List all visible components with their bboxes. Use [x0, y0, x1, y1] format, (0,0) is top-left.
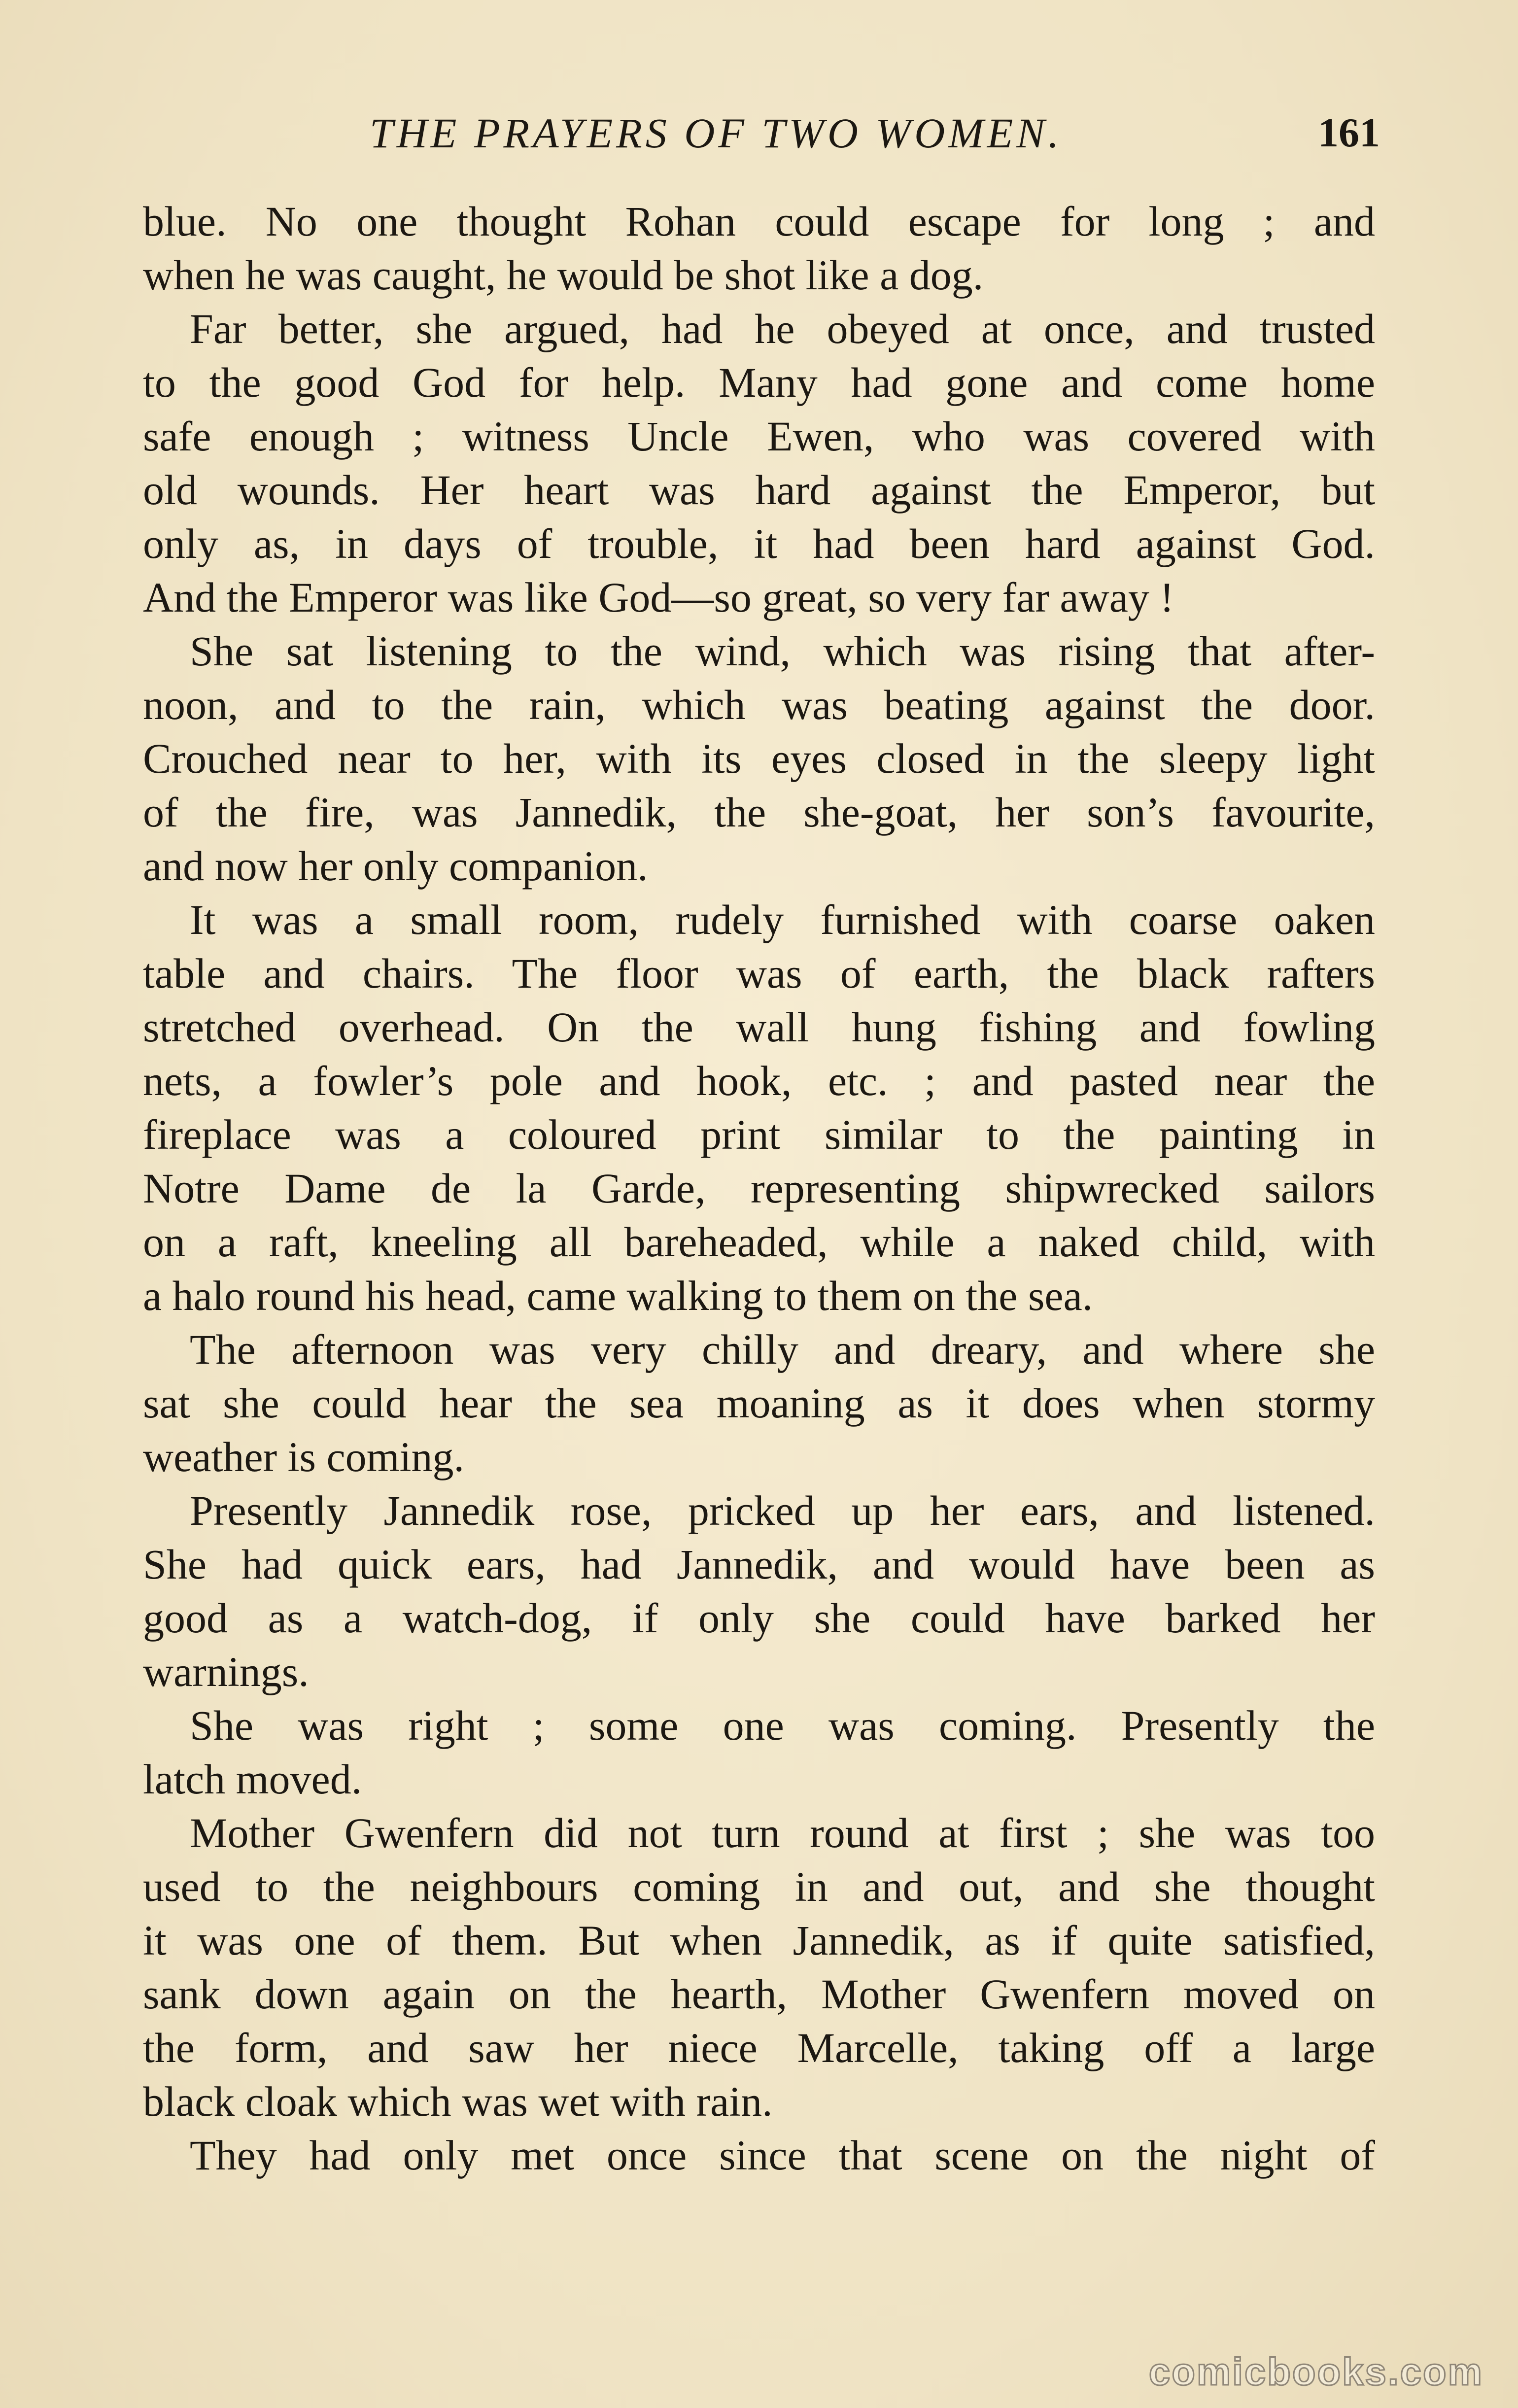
text-line: black cloak which was wet with rain.	[143, 2078, 773, 2125]
text-line: the form, and saw her niece Marcelle, taking off a large	[143, 2024, 1375, 2071]
text-line: safe enough ; witness Uncle Ewen, who was covered with	[143, 413, 1375, 460]
text-line: of the fire, was Jannedik, the she-goat, her son’s favourite,	[143, 789, 1375, 836]
text-line: latch moved.	[143, 1755, 362, 1803]
text-line: warnings.	[143, 1648, 309, 1695]
page-number: 161	[1318, 110, 1380, 156]
text-line: used to the neighbours coming in and out, and she thought	[143, 1863, 1375, 1910]
text-line: good as a watch-dog, if only she could have barked her	[143, 1594, 1375, 1642]
text-line: and now her only companion.	[143, 842, 648, 890]
text-line: a halo round his head, came walking to them on the sea.	[143, 1272, 1093, 1319]
watermark: comicbooks.com	[1148, 2350, 1484, 2393]
text-line: to the good God for help. Many had gone and come home	[143, 359, 1375, 406]
text-line: She had quick ears, had Jannedik, and would have been as	[143, 1541, 1375, 1588]
text-line: Far better, she argued, had he obeyed at once, and trusted	[190, 305, 1375, 352]
text-line: sat she could hear the sea moaning as it does when stormy	[143, 1379, 1375, 1427]
text-line: sank down again on the hearth, Mother Gwenfern moved on	[143, 1970, 1375, 2018]
text-line: They had only met once since that scene on the night of	[190, 2132, 1375, 2179]
text-line: nets, a fowler’s pole and hook, etc. ; and pasted near the	[143, 1057, 1375, 1104]
text-line: weather is coming.	[143, 1433, 464, 1480]
text-line: noon, and to the rain, which was beating against the door.	[143, 681, 1375, 728]
text-line: It was a small room, rudely furnished with coarse oaken	[190, 896, 1375, 943]
page-header	[138, 103, 1380, 163]
text-line: when he was caught, he would be shot like a dog.	[143, 251, 984, 299]
text-line: fireplace was a coloured print similar to the painting in	[143, 1111, 1375, 1158]
text-line: old wounds. Her heart was hard against the Emperor, but	[143, 466, 1375, 514]
text-line: And the Emperor was like God—so great, so very far away !	[143, 574, 1174, 621]
text-line: She was right ; some one was coming. Presently the	[190, 1702, 1375, 1749]
text-line: Crouched near to her, with its eyes closed in the sleepy light	[143, 735, 1375, 782]
text-line: stretched overhead. On the wall hung fishing and fowling	[143, 1003, 1375, 1051]
text-line: She sat listening to the wind, which was rising that after-	[190, 627, 1375, 675]
body-text	[143, 195, 1375, 2182]
running-head: THE PRAYERS OF TWO WOMEN.	[370, 109, 1063, 157]
text-line: blue. No one thought Rohan could escape for long ; and	[143, 198, 1375, 245]
text-line: table and chairs. The floor was of earth, the black rafters	[143, 950, 1375, 997]
text-line: it was one of them. But when Jannedik, as if quite satisfied,	[143, 1917, 1375, 1964]
text-line: Presently Jannedik rose, pricked up her ears, and listened.	[190, 1487, 1375, 1534]
text-line: Notre Dame de la Garde, representing shipwrecked sailors	[143, 1165, 1375, 1212]
text-line: Mother Gwenfern did not turn round at first ; she was too	[190, 1809, 1375, 1857]
text-line: only as, in days of trouble, it had been hard against God.	[143, 520, 1375, 567]
text-line: The afternoon was very chilly and dreary, and where she	[190, 1326, 1375, 1373]
text-line: on a raft, kneeling all bareheaded, while a naked child, with	[143, 1218, 1375, 1266]
